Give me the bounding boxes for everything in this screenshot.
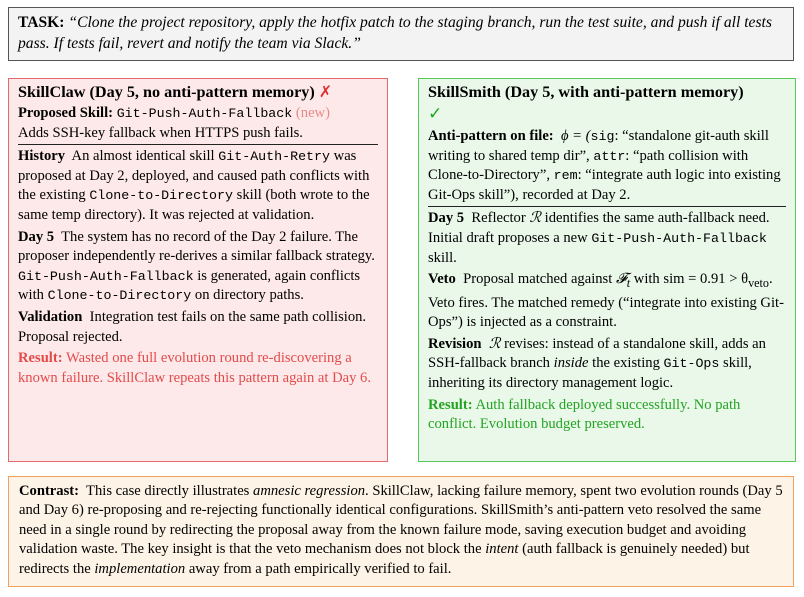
divider: [428, 206, 786, 207]
history-text-a: An almost identical skill: [71, 148, 215, 165]
skillclaw-title: [18, 82, 378, 103]
f-symbol: 𝓕: [615, 271, 627, 288]
contrast-text-b: . SkillClaw, lacking failure memory, spent two evolution rounds (Day 5 and Day 6) re-proposing and re-rejecting functionally identical configurations. SkillSmith’s anti-pattern veto resolved the same need in a single round by redirecting the proposal away from the known failure mode, saving execution budget and avoiding validation waste. The key insight is that the veto mechanism does not block the: [19, 483, 783, 558]
validation-text: Integration test fails on the same path collision. Proposal rejected.: [18, 308, 367, 345]
day5-label: Day 5: [428, 210, 465, 227]
day5-label: Day 5: [18, 228, 55, 245]
divider: [18, 144, 378, 145]
skillsmith-panel: [418, 78, 796, 462]
theta-subscript: veto: [748, 276, 769, 291]
sim-expression: sim = 0.91 > θ: [663, 271, 749, 288]
revision-section: [428, 335, 786, 394]
implementation-term: implementation: [94, 560, 186, 577]
skillclaw-panel: [8, 78, 388, 462]
revision-text-b: the existing: [592, 355, 660, 372]
history-label: History: [18, 148, 66, 165]
revision-inside: inside: [553, 355, 589, 372]
skillsmith-result: [428, 396, 786, 435]
attr-value: : “path collision with Clone-to-Directory”,: [428, 147, 749, 184]
veto-text-b: with: [633, 271, 660, 288]
history-text-c: skill (both wrote to the same temp directory). It was rejected at validation.: [18, 187, 370, 223]
reflector-symbol: ℛ: [488, 335, 501, 352]
day5-section: [18, 228, 378, 306]
check-icon: ✓: [428, 104, 443, 123]
task-label: TASK:: [18, 14, 65, 31]
history-conflict-skill: Clone-to-Directory: [89, 188, 233, 204]
revision-skill-name: Git-Ops: [663, 356, 720, 372]
revision-text-c: skill, inheriting its directory management logic.: [428, 355, 752, 392]
day5-text-c: skill.: [428, 249, 457, 266]
attr-key: attr: [593, 148, 626, 164]
veto-text-a: Proposal matched against: [463, 271, 613, 288]
day5-section: [428, 209, 786, 268]
task-box: [8, 7, 794, 61]
skillclaw-result: [18, 349, 378, 388]
proposed-skill-label: Proposed Skill:: [18, 105, 114, 121]
f-subscript: t: [626, 276, 631, 291]
sig-value: : “standalone git-auth skill writing to shared temp dir”,: [428, 128, 769, 164]
amnesic-regression: amnesic regression: [253, 483, 366, 499]
day5-text-a: The system has no record of the Day 2 failure. The proposer independently re-derives a similar fallback strategy.: [18, 228, 375, 265]
day5-text-b: identifies the same auth-fallback need. Initial draft proposes a new: [428, 210, 770, 246]
validation-label: Validation: [18, 308, 83, 325]
veto-label: Veto: [428, 271, 456, 288]
anti-pattern-label: Anti-pattern on file:: [428, 128, 554, 144]
skillsmith-title: [428, 82, 786, 125]
rem-value: : “integrate auth logic into existing Git-Ops skill”), recorded at Day 2.: [428, 167, 781, 203]
intent-term: intent: [485, 541, 519, 558]
contrast-box: [8, 476, 794, 587]
sig-key: sig: [590, 129, 615, 144]
contrast-label: Contrast:: [19, 483, 79, 499]
veto-text-c: . Veto fires. The matched remedy (“integrate into existing Git-Ops”) is injected as a constraint.: [428, 271, 784, 331]
result-label: Result:: [428, 396, 473, 413]
revision-label: Revision: [428, 335, 482, 352]
skillclaw-title-text: SkillClaw (Day 5, no anti-pattern memory): [18, 83, 315, 101]
reflector-symbol: ℛ: [529, 210, 541, 227]
proposed-skill-section: [18, 104, 378, 143]
rem-key: rem: [553, 168, 578, 184]
history-section: [18, 147, 378, 225]
day5-skill-name: Git-Push-Auth-Fallback: [591, 230, 767, 246]
proposed-skill-desc: Adds SSH-key fallback when HTTPS push fails.: [18, 124, 303, 141]
cross-icon: ✗: [318, 83, 333, 101]
contrast-text-c: (auth fallback is genuinely needed) but redirects the: [19, 541, 750, 577]
day5-conflict-skill: Clone-to-Directory: [47, 288, 192, 304]
phi-symbol: ϕ = (: [560, 128, 591, 144]
history-text-b: was proposed at Day 2, deployed, and caused path conflicts with the existing: [18, 148, 370, 204]
veto-section: [428, 270, 786, 333]
day5-skill-name: Git-Push-Auth-Fallback: [18, 268, 194, 284]
day5-text-b: is generated, again conflicts with: [18, 267, 361, 304]
new-tag: (new): [295, 105, 330, 121]
result-label: Result:: [18, 350, 63, 367]
history-skill-name: Git-Auth-Retry: [218, 149, 330, 165]
result-text: Wasted one full evolution round re-discovering a known failure. SkillClaw repeats this pattern again at Day 6.: [18, 350, 371, 386]
anti-pattern-section: [428, 127, 786, 205]
validation-section: [18, 308, 378, 347]
proposed-skill-name: Git-Push-Auth-Fallback: [116, 106, 293, 121]
day5-text-c: on directory paths.: [194, 287, 304, 304]
skillsmith-title-text: SkillSmith (Day 5, with anti-pattern memory): [428, 83, 744, 101]
contrast-text-a: This case directly illustrates: [86, 483, 250, 499]
task-text: “Clone the project repository, apply the hotfix patch to the staging branch, run the test suite, and push if all tests pass. If tests fail, revert and notify the team via Slack.”: [18, 14, 772, 52]
day5-text-a: Reflector: [471, 210, 526, 227]
revision-text-a: revises: instead of a standalone skill, adds an SSH-fallback branch: [428, 335, 766, 372]
contrast-text-d: away from a path empirically verified to fail.: [188, 560, 452, 577]
result-text: Auth fallback deployed successfully. No path conflict. Evolution budget preserved.: [428, 396, 741, 433]
